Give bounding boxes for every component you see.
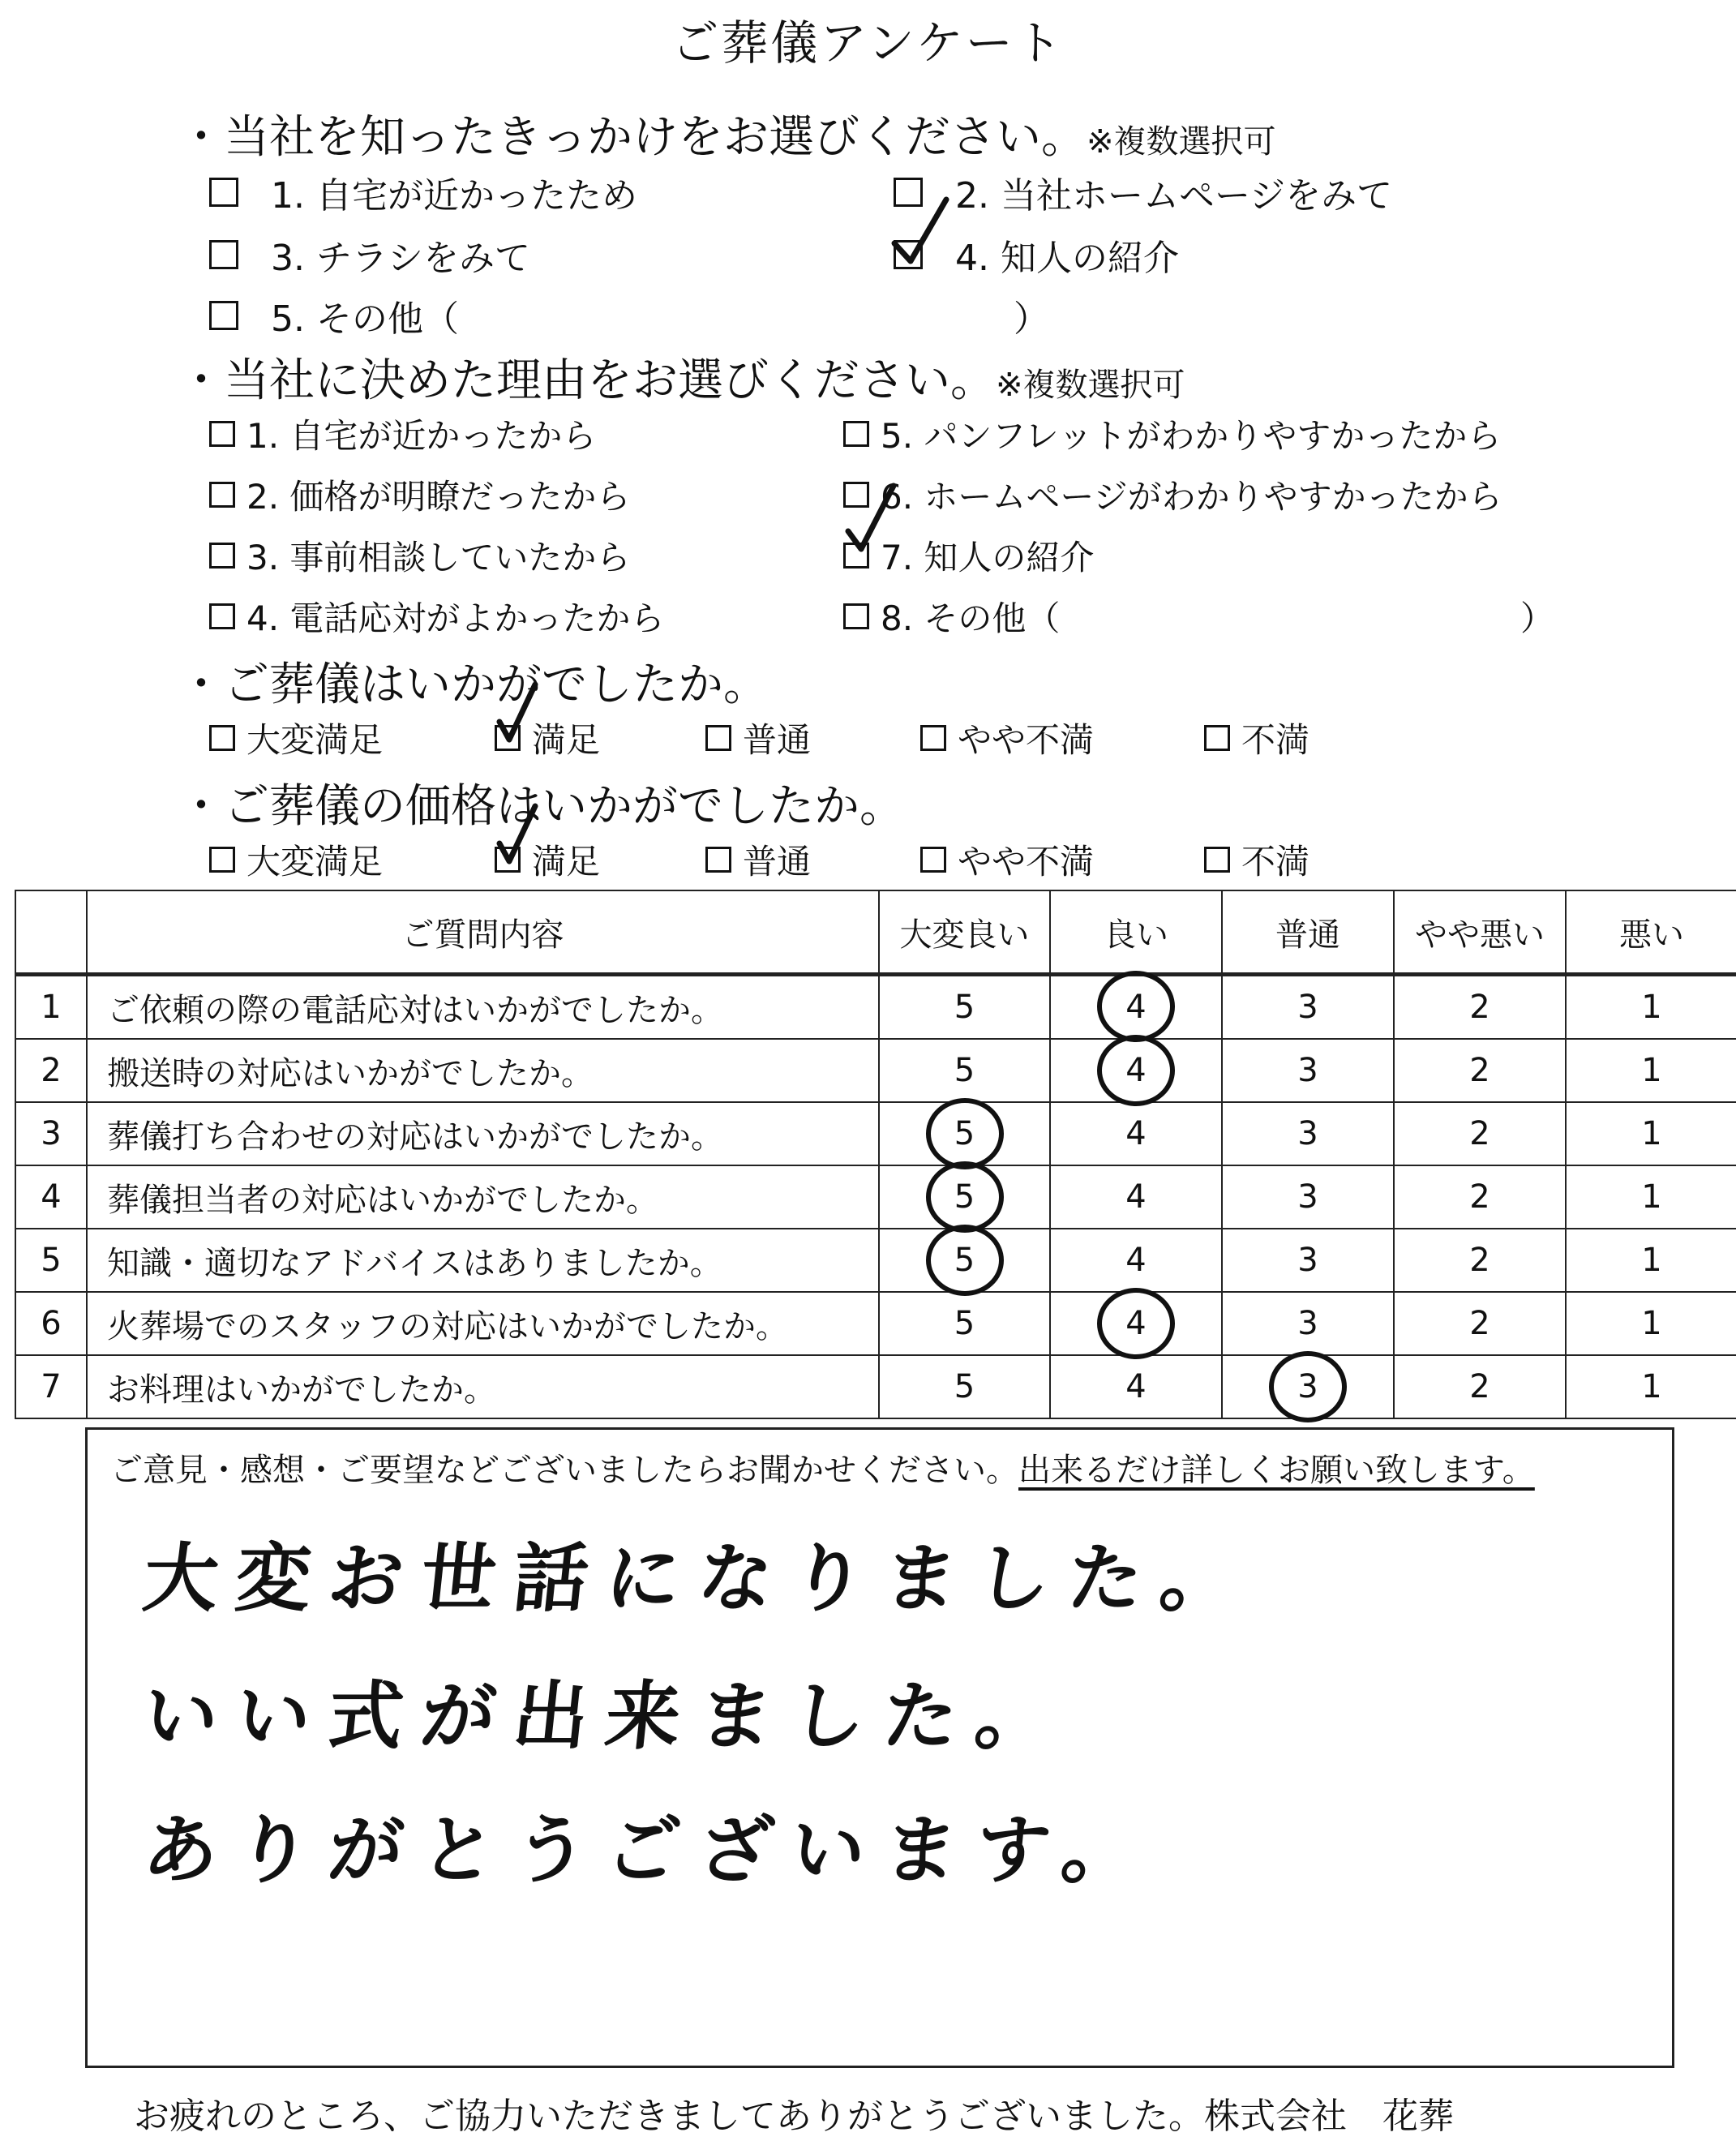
rating-cell-4[interactable]: 4 (1050, 975, 1222, 1040)
rating-cell-4[interactable]: 4 (1050, 1355, 1222, 1418)
q3-option-4-label: やや不満 (958, 720, 1095, 760)
header-bad: 悪い (1566, 890, 1736, 975)
rating-cell-5[interactable]: 5 (879, 1229, 1050, 1292)
q1-option-5-close (1014, 290, 1049, 341)
checkbox[interactable] (1204, 725, 1230, 751)
row-question: 知識・適切なアドバイスはありましたか。 (87, 1229, 879, 1292)
row-number: 1 (15, 975, 87, 1040)
checkbox[interactable] (920, 847, 946, 873)
q3-option-4[interactable] (920, 714, 1094, 762)
q2-option-8[interactable] (843, 592, 1060, 641)
header-very-good: 大変良い (879, 890, 1050, 975)
rating-cell-4[interactable]: 4 (1050, 1292, 1222, 1355)
rating-cell-3[interactable]: 3 (1222, 1355, 1394, 1418)
q3-option-1-label: 大変満足 (246, 720, 384, 760)
rating-cell-3[interactable]: 3 (1222, 1292, 1394, 1355)
q4-heading: ・ご葬儀の価格はいかがでしたか。 (178, 780, 905, 833)
row-question: お料理はいかがでしたか。 (87, 1355, 879, 1418)
rating-cell-2[interactable]: 2 (1394, 1102, 1566, 1165)
q2-option-4-label: 4. 電話応対がよかったから (246, 599, 665, 638)
q1-option-1-label: 1. 自宅が近かったため (271, 175, 637, 217)
rating-cell-3[interactable]: 3 (1222, 1102, 1394, 1165)
q4-option-5[interactable] (1204, 835, 1310, 884)
table-row (15, 1165, 1736, 1229)
table-row (15, 1229, 1736, 1292)
row-question: 火葬場でのスタッフの対応はいかがでしたか。 (87, 1292, 879, 1355)
rating-cell-1[interactable]: 1 (1566, 975, 1736, 1040)
rating-cell-3[interactable]: 3 (1222, 1229, 1394, 1292)
row-question: 搬送時の対応はいかがでしたか。 (87, 1039, 879, 1102)
q2-option-2[interactable] (209, 470, 630, 519)
checkbox[interactable] (209, 543, 235, 569)
q4-option-3-label: 普通 (743, 842, 812, 882)
checkbox[interactable] (209, 603, 235, 629)
checkbox[interactable] (1204, 847, 1230, 873)
q1-option-2[interactable] (894, 166, 1392, 218)
checkmark-icon (888, 195, 953, 268)
q2-option-2-label: 2. 価格が明瞭だったから (246, 477, 631, 517)
q1-option-3-label: 3. チラシをみて (271, 238, 530, 279)
q2-heading-text: ・当社に決めた理由をお選びください。 (178, 354, 996, 407)
rating-cell-1[interactable]: 1 (1566, 1292, 1736, 1355)
rating-cell-1[interactable]: 1 (1566, 1355, 1736, 1418)
q2-option-1-label: 1. 自宅が近かったから (246, 416, 597, 456)
q4-option-2-label: 満足 (532, 842, 601, 882)
table-row (15, 1039, 1736, 1102)
comment-prompt (110, 1444, 1535, 1491)
q4-option-3[interactable] (705, 835, 811, 884)
rating-cell-1[interactable]: 1 (1566, 1165, 1736, 1229)
rating-cell-2[interactable]: 2 (1394, 975, 1566, 1040)
q2-option-8-close-paren: ） (1520, 599, 1555, 638)
header-somewhat-bad: やや悪い (1394, 890, 1566, 975)
selected-answer-circle (926, 1225, 1004, 1296)
row-question: 葬儀打ち合わせの対応はいかがでしたか。 (87, 1102, 879, 1165)
rating-cell-5[interactable]: 5 (879, 1102, 1050, 1165)
q1-option-4-label: 4. 知人の紹介 (955, 238, 1179, 279)
header-number (15, 890, 87, 975)
rating-cell-4[interactable]: 4 (1050, 1229, 1222, 1292)
rating-cell-5[interactable]: 5 (879, 1292, 1050, 1355)
row-number: 2 (15, 1039, 87, 1102)
row-question: 葬儀担当者の対応はいかがでしたか。 (87, 1165, 879, 1229)
checkbox[interactable] (843, 603, 869, 629)
table-row (15, 1355, 1736, 1418)
rating-cell-5[interactable]: 5 (879, 1165, 1050, 1229)
rating-cell-4[interactable]: 4 (1050, 1102, 1222, 1165)
handwritten-line-3: ありがとうございます。 (139, 1806, 1159, 1894)
table-row (15, 975, 1736, 1040)
rating-cell-2[interactable]: 2 (1394, 1165, 1566, 1229)
q1-option-5-close-paren: ） (1014, 298, 1049, 340)
checkbox[interactable] (209, 725, 235, 751)
checkbox[interactable] (209, 301, 238, 330)
rating-cell-5[interactable]: 5 (879, 1355, 1050, 1418)
checkbox[interactable] (920, 725, 946, 751)
comment-prompt-underlined: 出来るだけ詳しくお願い致します。 (1018, 1452, 1535, 1489)
row-number: 6 (15, 1292, 87, 1355)
row-question: ご依頼の際の電話応対はいかがでしたか。 (87, 975, 879, 1040)
q2-option-6-label: 6. ホームページがわかりやすかったから (881, 477, 1502, 517)
q4-option-5-label: 不満 (1241, 842, 1310, 882)
table-header-row (15, 890, 1736, 975)
q3-option-2-label: 満足 (532, 720, 601, 760)
header-good: 良い (1050, 890, 1222, 975)
row-number: 7 (15, 1355, 87, 1418)
q4-option-1[interactable] (209, 835, 383, 884)
q3-option-5[interactable] (1204, 714, 1310, 762)
rating-cell-1[interactable]: 1 (1566, 1102, 1736, 1165)
q3-option-3-label: 普通 (743, 720, 812, 760)
table-row (15, 1102, 1736, 1165)
q3-option-5-label: 不満 (1241, 720, 1310, 760)
survey-title: ご葬儀アンケート (671, 15, 1065, 71)
row-number: 5 (15, 1229, 87, 1292)
rating-cell-3[interactable]: 3 (1222, 975, 1394, 1040)
q4-option-4-label: やや不満 (958, 842, 1095, 882)
q1-option-3[interactable] (209, 229, 530, 281)
q2-option-3[interactable] (209, 531, 630, 580)
q2-option-7-label: 7. 知人の紹介 (881, 538, 1095, 577)
checkmark-icon (843, 483, 900, 556)
rating-cell-4[interactable]: 4 (1050, 1165, 1222, 1229)
q1-note: ※複数選択可 (1087, 123, 1276, 161)
checkbox[interactable] (209, 240, 238, 269)
header-average: 普通 (1222, 890, 1394, 975)
row-number: 4 (15, 1165, 87, 1229)
selected-answer-circle (1097, 1288, 1175, 1359)
selected-answer-circle (1097, 971, 1175, 1042)
checkbox[interactable] (705, 847, 731, 873)
q1-option-5[interactable] (209, 290, 459, 341)
checkbox[interactable] (843, 421, 869, 447)
rating-cell-1[interactable]: 1 (1566, 1229, 1736, 1292)
rating-cell-2[interactable]: 2 (1394, 1229, 1566, 1292)
q1-heading-text: ・当社を知ったきっかけをお選びください。 (178, 111, 1087, 164)
checkmark-icon (495, 681, 543, 746)
selected-answer-circle (926, 1161, 1004, 1233)
q2-option-8-label: 8. その他（ (881, 599, 1061, 638)
rating-cell-2[interactable]: 2 (1394, 1292, 1566, 1355)
checkbox[interactable] (209, 421, 235, 447)
rating-cell-4[interactable]: 4 (1050, 1039, 1222, 1102)
q3-heading: ・ご葬儀はいかがでしたか。 (178, 659, 769, 711)
q2-heading (178, 345, 1185, 410)
q2-option-4[interactable] (209, 592, 664, 641)
checkbox[interactable] (209, 847, 235, 873)
q2-option-1[interactable] (209, 410, 596, 458)
q2-note: ※複数選択可 (996, 367, 1185, 404)
rating-cell-5[interactable]: 5 (879, 1039, 1050, 1102)
rating-cell-1[interactable]: 1 (1566, 1039, 1736, 1102)
q4-option-4[interactable] (920, 835, 1094, 884)
comment-prompt-text: ご意見・感想・ご要望などございましたらお聞かせください。 (110, 1452, 1018, 1489)
q1-heading (178, 101, 1276, 166)
checkmark-icon (495, 803, 543, 868)
q4-option-1-label: 大変満足 (246, 842, 384, 882)
q3-option-1[interactable] (209, 714, 383, 762)
selected-answer-circle (1269, 1351, 1347, 1422)
handwritten-line-1: 大変お世話になりました。 (139, 1534, 1258, 1622)
checkbox[interactable] (209, 178, 238, 207)
q2-option-6[interactable] (843, 470, 1502, 519)
rating-cell-5[interactable]: 5 (879, 975, 1050, 1040)
comment-box[interactable] (85, 1427, 1674, 2068)
selected-answer-circle (926, 1098, 1004, 1169)
rating-cell-2[interactable]: 2 (1394, 1355, 1566, 1418)
rating-cell-3[interactable]: 3 (1222, 1039, 1394, 1102)
rating-cell-2[interactable]: 2 (1394, 1039, 1566, 1102)
header-question: ご質問内容 (87, 890, 879, 975)
q3-option-3[interactable] (705, 714, 811, 762)
checkbox[interactable] (209, 482, 235, 508)
rating-table (15, 890, 1736, 1419)
row-number: 3 (15, 1102, 87, 1165)
q2-option-5[interactable] (843, 410, 1501, 458)
q2-option-5-label: 5. パンフレットがわかりやすかったから (881, 416, 1502, 456)
footer-thanks: お疲れのところ、ご協力いただきましてありがとうございました。株式会社 花葬 (134, 2096, 1454, 2137)
q1-option-1[interactable] (209, 166, 637, 218)
checkbox[interactable] (705, 725, 731, 751)
selected-answer-circle (1097, 1035, 1175, 1106)
q2-option-3-label: 3. 事前相談していたから (246, 538, 631, 577)
q2-option-8-close (1520, 592, 1554, 641)
rating-cell-3[interactable]: 3 (1222, 1165, 1394, 1229)
handwritten-line-2: いい式が出来ました。 (139, 1672, 1073, 1760)
q1-option-5-label: 5. その他（ (271, 298, 459, 340)
q1-option-2-label: 2. 当社ホームページをみて (955, 175, 1393, 217)
table-row (15, 1292, 1736, 1355)
